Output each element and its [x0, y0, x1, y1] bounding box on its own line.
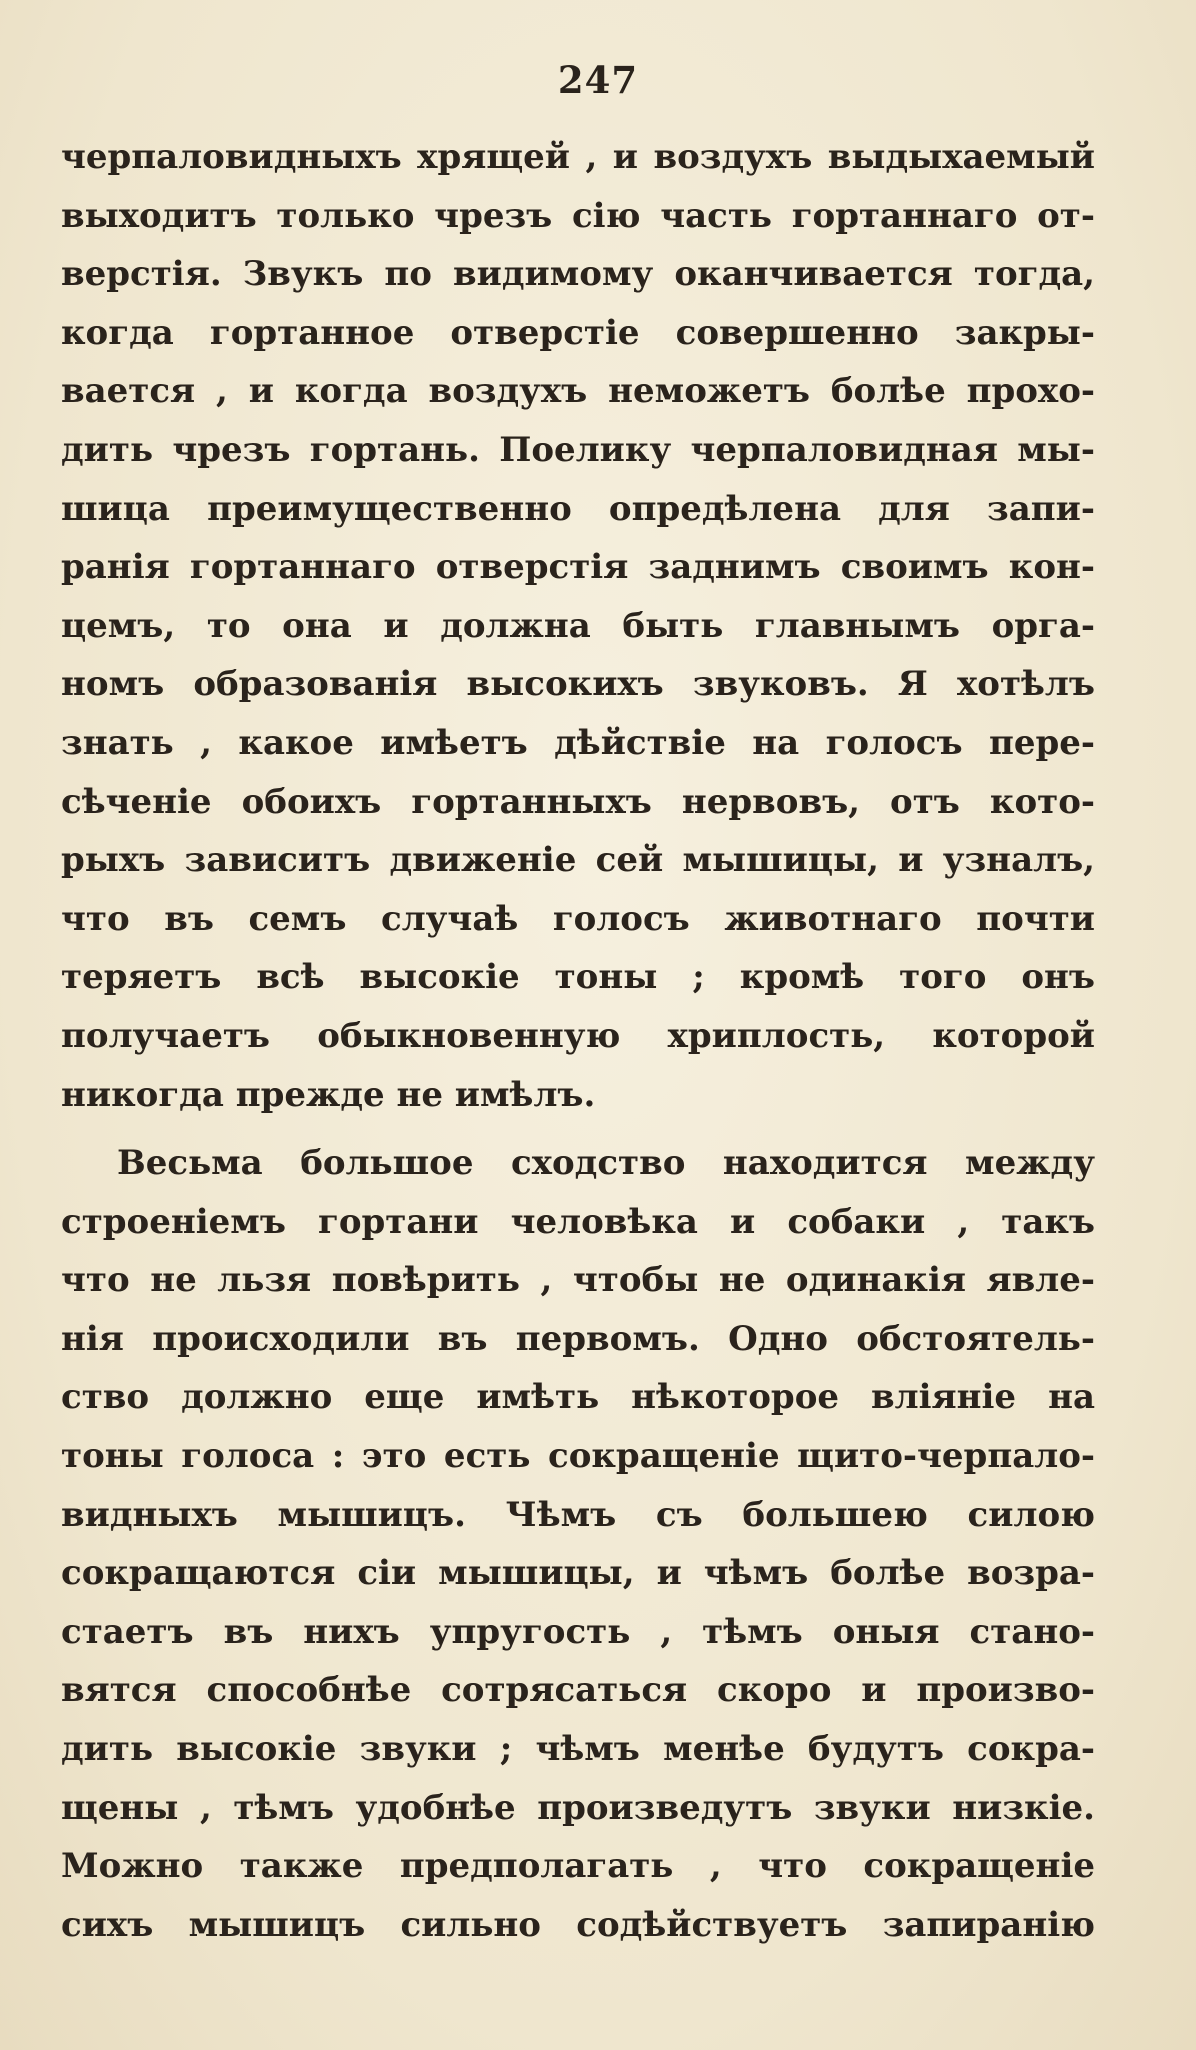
text-line: сокращаются сіи мышицы, и чѣмъ болѣе возра- — [61, 1553, 1095, 1594]
paragraph-1 — [61, 128, 1095, 1124]
text-line: вятся способнѣе сотрясаться скоро и произво- — [61, 1670, 1095, 1711]
text-line: получаетъ обыкновенную хриплость, которой — [61, 1015, 1095, 1056]
text-line: ство должно еще имѣть нѣкоторое вліяніе на — [61, 1377, 1095, 1418]
text-line: нія происходили въ первомъ. Одно обстоятель- — [61, 1318, 1095, 1359]
text-line: вается , и когда воздухъ неможетъ болѣе прохо- — [61, 371, 1095, 412]
text-line: верстія. Звукъ по видимому оканчивается тогда, — [61, 254, 1095, 295]
text-line: выходитъ только чрезъ сію часть гортаннаго от- — [61, 195, 1095, 236]
text-line: рыхъ зависитъ движеніе сей мышицы, и узналъ, — [61, 840, 1095, 881]
paragraph-2 — [61, 1134, 1095, 1954]
text-line: номъ образованія высокихъ звуковъ. Я хотѣлъ — [61, 664, 1095, 705]
text-line: дить высокіе звуки ; чѣмъ менѣе будутъ сокра- — [61, 1729, 1095, 1770]
text-line: щены , тѣмъ удобнѣе произведутъ звуки низкіе. — [61, 1787, 1095, 1828]
text-line: цемъ, то она и должна быть главнымъ орга- — [61, 605, 1095, 646]
text-line: дить чрезъ гортань. Поелику черпаловидная мы- — [61, 429, 1095, 470]
text-line: черпаловидныхъ хрящей , и воздухъ выдыхаемый — [61, 137, 1095, 177]
text-line: тоны голоса : это есть сокращеніе щито-черпало- — [61, 1436, 1095, 1477]
text-line: стаетъ въ нихъ упругость , тѣмъ оныя стано- — [61, 1611, 1095, 1652]
text-line: что въ семъ случаѣ голосъ животнаго почти — [61, 898, 1095, 939]
page-text — [61, 128, 1095, 1954]
text-line: Весьма большое сходство находится между — [117, 1143, 1095, 1184]
text-line: сѣченіе обоихъ гортанныхъ нервовъ, отъ кото- — [61, 781, 1095, 822]
text-line: строеніемъ гортани человѣка и собаки , такъ — [61, 1201, 1095, 1242]
text-line: никогда прежде не имѣлъ. — [61, 1074, 596, 1115]
text-line: что не льзя повѣрить , чтобы не одинакія явле- — [61, 1260, 1095, 1301]
text-line: Можно также предполагать , что сокращеніе — [61, 1846, 1095, 1887]
paragraph-gap — [61, 1124, 1095, 1134]
text-line: когда гортанное отверстіе совершенно закры- — [61, 312, 1095, 353]
text-line: видныхъ мышицъ. Чѣмъ съ большею силою — [61, 1494, 1095, 1535]
text-line: шица преимущественно опредѣлена для запи- — [61, 488, 1095, 529]
page-number: 247 — [557, 58, 639, 102]
text-line: знать , какое имѣетъ дѣйствіе на голосъ пере- — [61, 722, 1095, 763]
text-line: сихъ мышицъ сильно содѣйствуетъ запиранію — [61, 1904, 1095, 1945]
text-line: теряетъ всѣ высокіе тоны ; кромѣ того онъ — [61, 957, 1095, 998]
text-line: ранія гортаннаго отверстія заднимъ своимъ кон- — [61, 547, 1095, 588]
